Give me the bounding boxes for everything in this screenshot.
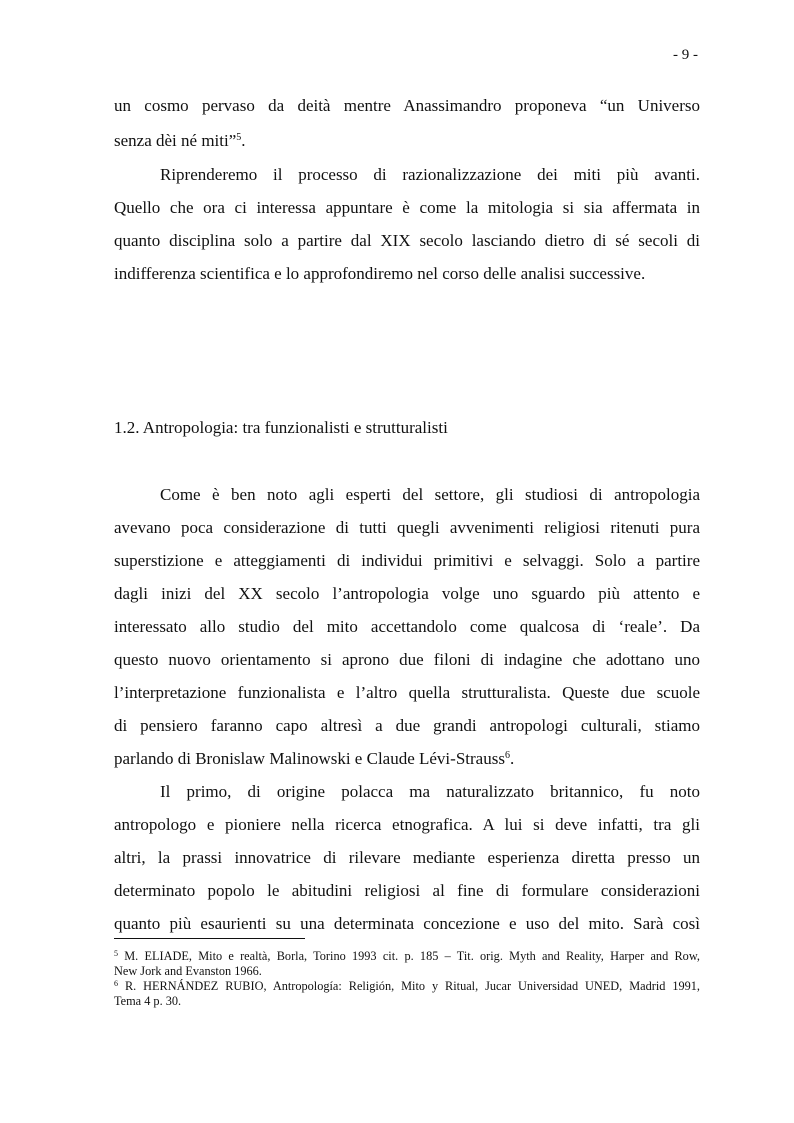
paragraph-text: . xyxy=(509,749,515,768)
paragraph-line: antropologo e pioniere nella ricerca etnografica. A lui si deve infatti, tra gli xyxy=(114,815,700,834)
paragraph-text: . xyxy=(241,131,246,150)
footnote-mark: 6 xyxy=(114,979,118,988)
paragraph-line: di pensiero faranno capo altresì a due grandi antropologi culturali, stiamo xyxy=(114,716,700,735)
paragraph-line: Il primo, di origine polacca ma naturalizzato britannico, fu noto xyxy=(160,782,700,801)
footnote-5-line: New Jork and Evanston 1966. xyxy=(114,964,262,978)
page-number: - 9 - xyxy=(673,47,698,63)
paragraph-line: Quello che ora ci interessa appuntare è come la mitologia si sia affermata in xyxy=(114,198,700,217)
paragraph-line: quanto più esaurienti su una determinata concezione e uso del mito. Sarà così xyxy=(114,914,700,933)
section-heading: 1.2. Antropologia: tra funzionalisti e strutturalisti xyxy=(114,418,448,437)
paragraph-line: Come è ben noto agli esperti del settore, gli studiosi di antropologia xyxy=(160,485,700,504)
paragraph-line: indifferenza scientifica e lo approfondiremo nel corso delle analisi successive. xyxy=(114,264,646,283)
paragraph-text: parlando di Bronislaw Malinowski e Claude Lévi-Strauss xyxy=(114,749,505,768)
paragraph-line: l’interpretazione funzionalista e l’altro quella strutturalista. Queste due scuole xyxy=(114,683,700,702)
paragraph-text: senza dèi né miti” xyxy=(114,131,237,150)
footnote-6-line: Tema 4 p. 30. xyxy=(114,994,182,1008)
footnote-5-line xyxy=(114,949,700,963)
paragraph-line: Riprenderemo il processo di razionalizzazione dei miti più avanti. xyxy=(160,165,700,184)
paragraph-line: dagli inizi del XX secolo l’antropologia volge uno sguardo più attento e xyxy=(114,584,700,603)
footnote-6-line xyxy=(114,979,700,993)
footnote-separator xyxy=(114,938,305,939)
footnote-ref: 5 xyxy=(236,132,242,143)
paragraph-line xyxy=(114,131,700,151)
footnote-mark: 5 xyxy=(114,949,118,958)
paragraph-line: determinato popolo le abitudini religiosi al fine di formulare considerazioni xyxy=(114,881,700,900)
paragraph-line: avevano poca considerazione di tutti quegli avvenimenti religiosi ritenuti pura xyxy=(114,518,700,537)
paragraph-line: questo nuovo orientamento si aprono due filoni di indagine che adottano uno xyxy=(114,650,700,669)
paragraph-line xyxy=(114,749,700,769)
paragraph-line: quanto disciplina solo a partire dal XIX secolo lasciando dietro di sé secoli di xyxy=(114,231,700,250)
paragraph-line: un cosmo pervaso da deità mentre Anassimandro proponeva “un Universo xyxy=(114,96,700,115)
paragraph-line: superstizione e atteggiamenti di individui primitivi e selvaggi. Solo a partire xyxy=(114,551,700,570)
paragraph-line: interessato allo studio del mito accettandolo come qualcosa di ‘reale’. Da xyxy=(114,617,700,636)
footnote-ref: 6 xyxy=(504,750,510,761)
footnote-text: R. HERNÁNDEZ RUBIO, Antropología: Religión, Mito y Ritual, Jucar Universidad UNED, Madrid 1991, xyxy=(124,979,700,993)
paragraph-line: altri, la prassi innovatrice di rilevare mediante esperienza diretta presso un xyxy=(114,848,700,867)
footnote-text: M. ELIADE, Mito e realtà, Borla, Torino 1993 cit. p. 185 – Tit. orig. Myth and Reality, Harper and Row, xyxy=(124,949,700,963)
